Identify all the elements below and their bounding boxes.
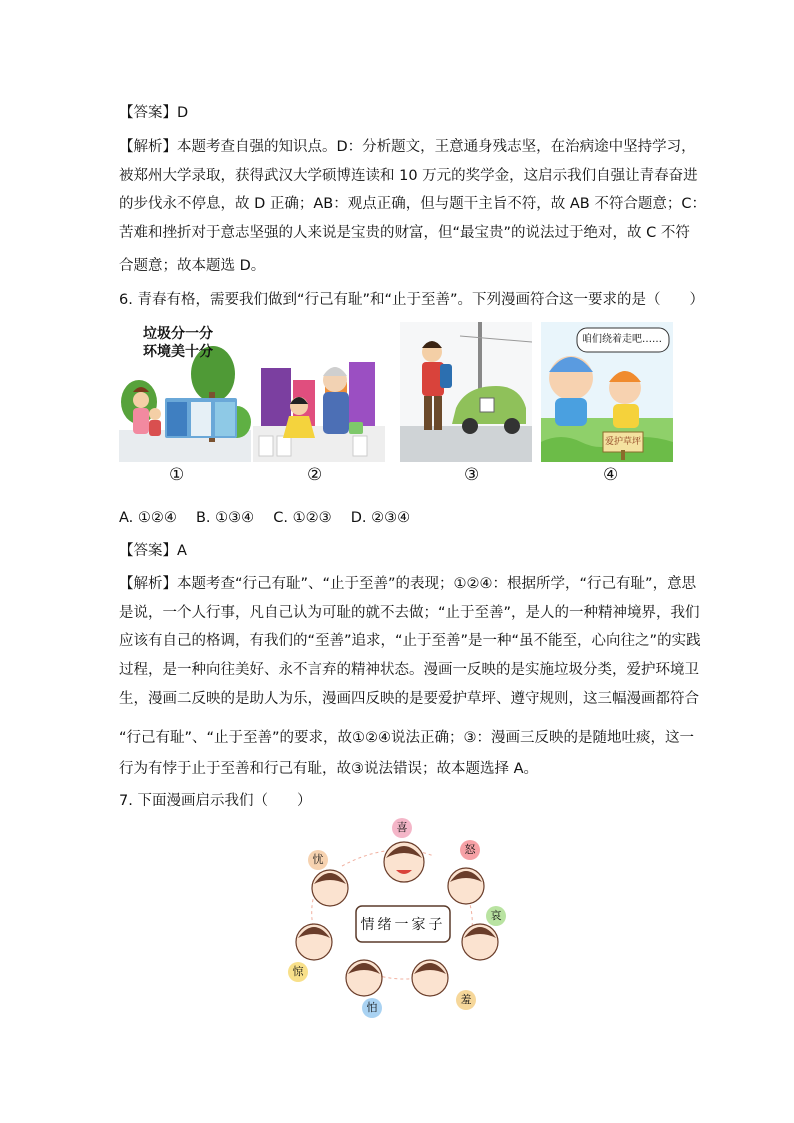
panel1-caption-line-2: 环境美十分	[143, 344, 213, 360]
panel-number-1: ①	[169, 465, 185, 485]
emotion-label-sorrow: 哀	[486, 906, 506, 926]
q5-analysis-line-2: 被郑州大学录取，获得武汉大学硕博连读和 10 万元的奖学金，这启示我们自强让青春奋进	[119, 168, 698, 184]
panel-number-2: ②	[307, 465, 323, 485]
q5-answer: 【答案】D	[119, 105, 189, 121]
q6-analysis-line-3: 应该有自己的格调，有我们的“至善”追求，“止于至善”是一种“虽不能至，心向往之”的实践	[119, 633, 701, 649]
comic-panel-2	[253, 322, 385, 462]
emotion-center-title: 情绪一家子	[360, 917, 446, 933]
q5-analysis-line-4: 苦难和挫折对于意志坚强的人来说是宝贵的财富，但“最宝贵”的说法过于绝对，故 C 不符	[119, 225, 690, 241]
q6-analysis-line-6: “行己有耻”、“止于至善”的要求，故①②④说法正确；③：漫画三反映的是随地吐痰，这一	[119, 730, 695, 746]
spitting-illustration	[400, 322, 532, 462]
q6-question: 6. 青春有格，需要我们做到“行己有耻”和“止于至善”。下列漫画符合这一要求的是（ ）	[119, 292, 704, 308]
panel4-speech-bubble: 咱们绕着走吧……	[582, 334, 662, 345]
q5-analysis-line-3: 的步伐永不停息，故 D 正确；AB：观点正确，但与题干主旨不符，故 AB 不符合题意；C：	[119, 196, 706, 212]
panel-number-4: ④	[603, 465, 619, 485]
emotion-label-shy: 羞	[456, 990, 476, 1010]
emotion-label-surprise: 惊	[288, 962, 308, 982]
panel-number-3: ③	[464, 465, 480, 485]
emotion-label-worry: 忧	[308, 850, 328, 870]
panel4-lawn-sign: 爱护草坪	[605, 437, 642, 447]
emotion-label-fear: 怕	[362, 998, 382, 1018]
q6-answer: 【答案】A	[119, 543, 187, 559]
panel1-caption-line-1: 垃圾分一分	[143, 326, 213, 342]
q5-analysis-line-5: 合题意；故本题选 D。	[119, 258, 266, 274]
q7-question: 7. 下面漫画启示我们（ ）	[119, 793, 312, 809]
emotion-family-illustration	[280, 818, 520, 1018]
q6-analysis-line-1: 【解析】本题考查“行己有耻”、“止于至善”的表现；①②④：根据所学，“行己有耻”，意思	[119, 576, 697, 592]
q6-analysis-line-4: 过程，是一种向往美好、永不言弃的精神状态。漫画一反映的是实施垃圾分类，爱护环境卫	[119, 662, 699, 678]
q5-analysis-line-1: 【解析】本题考查自强的知识点。D：分析题文，王意通身残志坚，在治病途中坚持学习，	[119, 139, 696, 155]
emotion-label-joy: 喜	[392, 818, 412, 838]
q6-analysis-line-2: 是说，一个人行事，凡自己认为可耻的就不去做；“止于至善”，是人的一种精神境界，我们	[119, 605, 700, 621]
emotion-label-anger: 怒	[460, 840, 480, 860]
q6-analysis-line-7: 行为有悖于止于至善和行己有耻，故③说法错误；故本题选择 A。	[119, 761, 539, 777]
helping-elderly-illustration	[253, 322, 385, 462]
comic-panel-3	[400, 322, 532, 462]
q6-options: A. ①②④ B. ①③④ C. ①②③ D. ②③④	[119, 510, 411, 526]
q6-analysis-line-5: 生，漫画二反映的是助人为乐，漫画四反映的是要爱护草坪、遵守规则，这三幅漫画都符合	[119, 691, 699, 707]
